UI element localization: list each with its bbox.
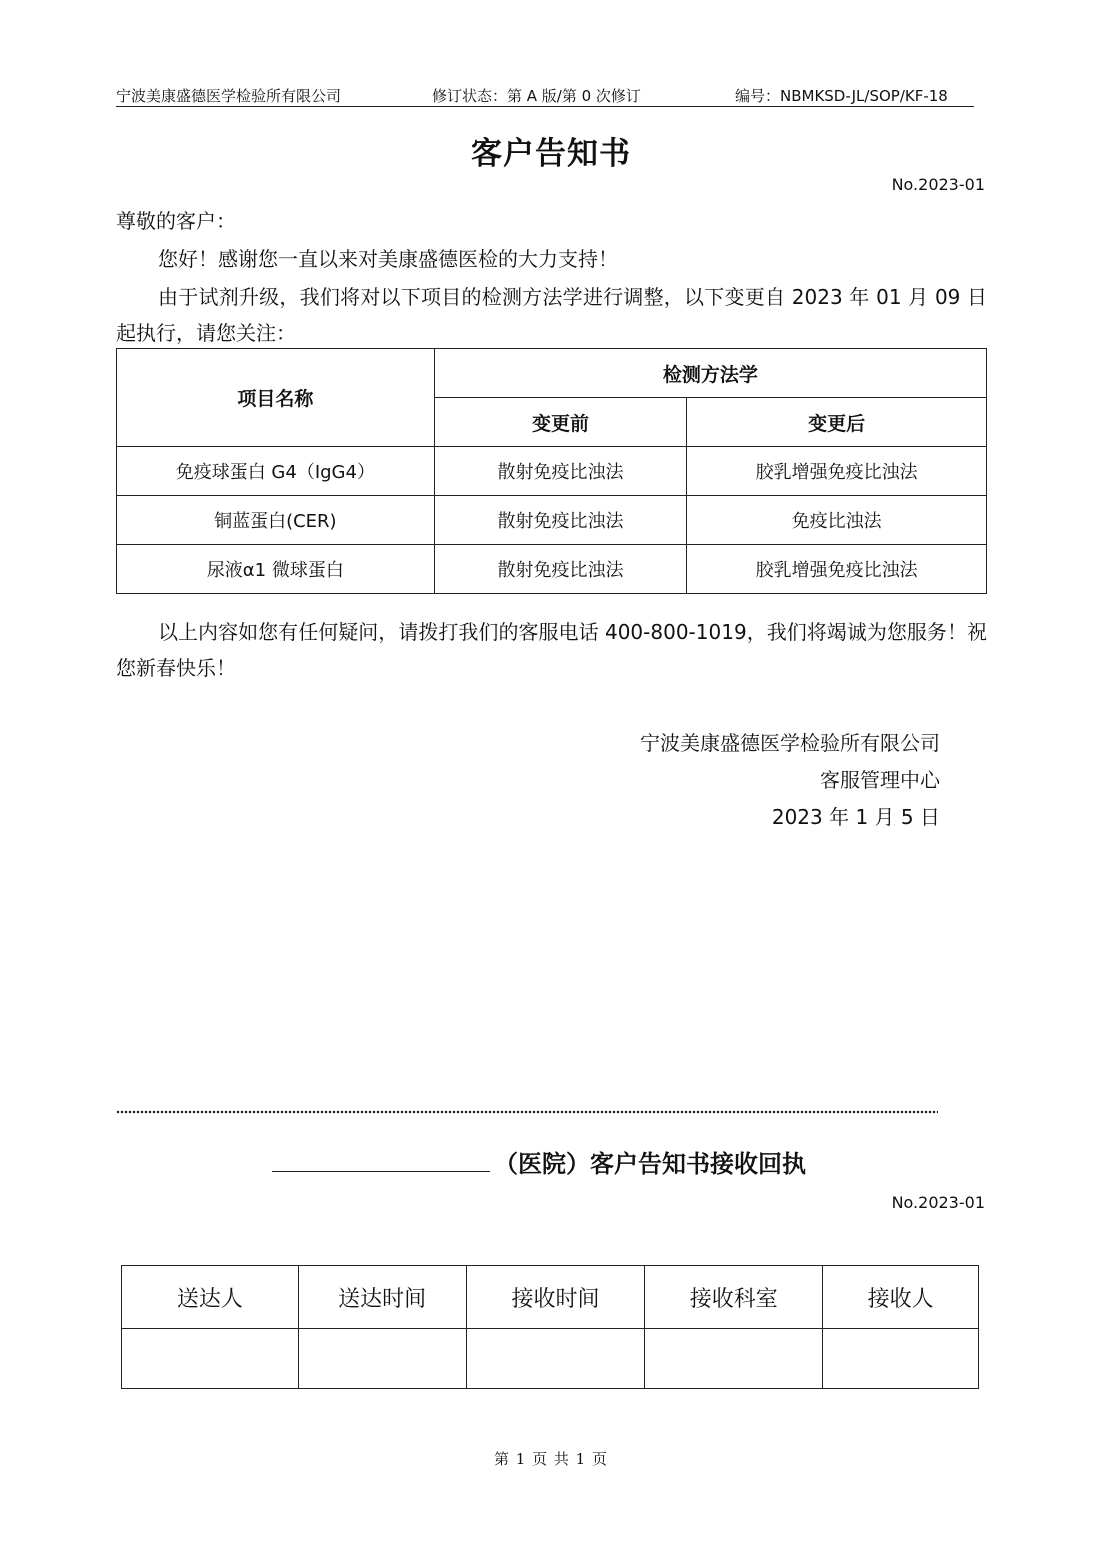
paragraph-contact: 以上内容如您有任何疑问，请拨打我们的客服电话 400-800-1019，我们将竭诚为您服务！祝您新春快乐！ [116, 620, 987, 680]
paragraph-thanks: 您好！感谢您一直以来对美康盛德医检的大力支持！ [158, 247, 618, 271]
cut-line [116, 1110, 938, 1114]
cell-item: 尿液α1 微球蛋白 [117, 545, 435, 594]
header-rule [116, 106, 974, 107]
receipt-number: No.2023-01 [891, 1193, 985, 1212]
paragraph-change-notice: 由于试剂升级，我们将对以下项目的检测方法学进行调整，以下变更自 2023 年 01 月 09 日起执行，请您关注： [116, 285, 987, 345]
column-header-method: 检测方法学 [434, 349, 986, 398]
cell-after: 胶乳增强免疫比浊法 [687, 545, 987, 594]
cell-before: 散射免疫比浊法 [434, 447, 687, 496]
method-change-table [116, 348, 987, 594]
column-header-item: 项目名称 [117, 349, 435, 447]
receipt-cell-department [645, 1329, 823, 1389]
cell-item: 铜蓝蛋白(CER) [117, 496, 435, 545]
receipt-cell-receiver [823, 1329, 979, 1389]
hospital-name-blank [272, 1171, 490, 1172]
signature-company: 宁波美康盛德医学检验所有限公司 [640, 731, 940, 755]
cell-after: 胶乳增强免疫比浊法 [687, 447, 987, 496]
receipt-header-sender: 送达人 [122, 1266, 299, 1329]
notice-number: No.2023-01 [891, 175, 985, 194]
header-revision: 修订状态：第 A 版/第 0 次修订 [432, 87, 641, 105]
greeting: 尊敬的客户： [116, 209, 236, 233]
column-header-before: 变更前 [434, 398, 687, 447]
header-code: 编号：NBMKSD-JL/SOP/KF-18 [735, 87, 948, 105]
receipt-header-receiver: 接收人 [823, 1266, 979, 1329]
receipt-cell-send-time [298, 1329, 466, 1389]
table-row [117, 545, 987, 594]
cell-before: 散射免疫比浊法 [434, 545, 687, 594]
signature-date: 2023 年 1 月 5 日 [771, 805, 940, 829]
receipt-header-send-time: 送达时间 [298, 1266, 466, 1329]
column-header-after: 变更后 [687, 398, 987, 447]
receipt-cell-receive-time [466, 1329, 645, 1389]
receipt-header-receive-time: 接收时间 [466, 1266, 645, 1329]
receipt-header-department: 接收科室 [645, 1266, 823, 1329]
document-title: 客户告知书 [471, 136, 631, 172]
receipt-cell-sender [122, 1329, 299, 1389]
cell-before: 散射免疫比浊法 [434, 496, 687, 545]
receipt-title: （医院）客户告知书接收回执 [494, 1150, 806, 1178]
table-row [117, 496, 987, 545]
cell-after: 免疫比浊法 [687, 496, 987, 545]
page-footer: 第 1 页 共 1 页 [494, 1450, 608, 1468]
header-company: 宁波美康盛德医学检验所有限公司 [116, 87, 342, 105]
signature-department: 客服管理中心 [820, 768, 940, 792]
receipt-table [121, 1265, 979, 1389]
cell-item: 免疫球蛋白 G4（IgG4） [117, 447, 435, 496]
table-row [117, 447, 987, 496]
